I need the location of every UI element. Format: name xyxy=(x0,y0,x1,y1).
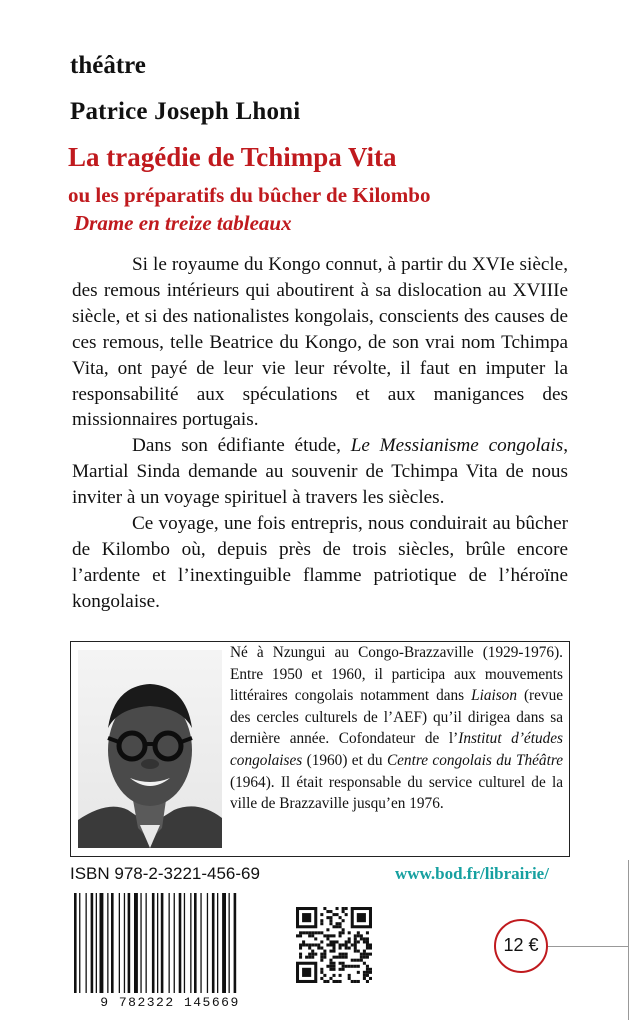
bio-fragment: (1960) et du xyxy=(302,751,387,769)
summary-fragment: , Martial Sinda demande au souvenir de Tchimpa Vita de nous inviter à un voyage spirituel à travers les siècles. xyxy=(72,435,568,509)
qr-code-icon xyxy=(296,907,372,983)
barcode xyxy=(70,893,270,1005)
author-portrait-icon xyxy=(78,650,222,848)
bio-fragment: (revue des cercles culturels de l’AEF) qu’il dirigea dans sa dernière année. Cofondateur de l’ xyxy=(230,687,564,748)
study-title: Le Messianisme congolais xyxy=(350,435,564,457)
author-bio xyxy=(230,642,563,815)
summary-paragraph: Si le royaume du Kongo connut, à partir du XVIe siècle, des remous intérieurs qui aboutirent à sa dislocation au XVIIIe siècle, et si des nationalistes kongolais, conscients des causes de ces remous, telle Beatrice du Kongo, de son vrai nom Tchimpa Vita, ont payé de leur vie leur révolte, il faut en imputer la responsabilité aux spéculations et aux manigances des missionnaires portugais. xyxy=(72,254,568,431)
price-badge: 12 € xyxy=(494,919,548,973)
divider-line xyxy=(548,946,628,947)
qr-code[interactable] xyxy=(296,907,372,983)
bio-fragment: Né à Nzungui au Congo-Brazzaville (1929-1976). Entre 1950 et 1960, il participa aux mouvements littéraires congolais notamment dans xyxy=(230,644,563,705)
summary-paragraph: Ce voyage, une fois entrepris, nous conduirait au bûcher de Kilombo où, depuis près de trois siècles, brûle encore l’ardente et l’inextinguible flamme patriotique de l’héroïne kongolaise. xyxy=(72,513,568,612)
book-title: La tragédie de Tchimpa Vita xyxy=(68,142,397,172)
book-tagline: Drame en treize tableaux xyxy=(74,211,292,235)
isbn-number: ISBN 978-2-3221-456-69 xyxy=(70,864,260,883)
summary-text xyxy=(72,252,568,615)
divider-line xyxy=(628,860,629,1020)
summary-paragraph xyxy=(72,433,568,511)
book-subtitle: ou les préparatifs du bûcher de Kilombo xyxy=(68,183,431,207)
bio-publication-title: Liaison xyxy=(471,687,517,705)
bio-fragment: (1964). Il était responsable du service culturel de la ville de Brazzaville jusqu’en 1976. xyxy=(230,773,563,813)
author-photo xyxy=(78,650,222,848)
barcode-digits: 9 782322 145669 xyxy=(100,995,240,1010)
genre-label: théâtre xyxy=(70,52,146,79)
author-name: Patrice Joseph Lhoni xyxy=(70,98,301,125)
summary-fragment: Dans son édifiante étude, xyxy=(132,435,351,457)
publisher-website-link[interactable]: www.bod.fr/librairie/ xyxy=(395,864,549,883)
bio-institute-name: Institut d’études congolaises xyxy=(230,730,563,769)
barcode-icon xyxy=(70,893,270,993)
bio-theatre-name: Centre congolais du Théâtre xyxy=(386,751,563,769)
